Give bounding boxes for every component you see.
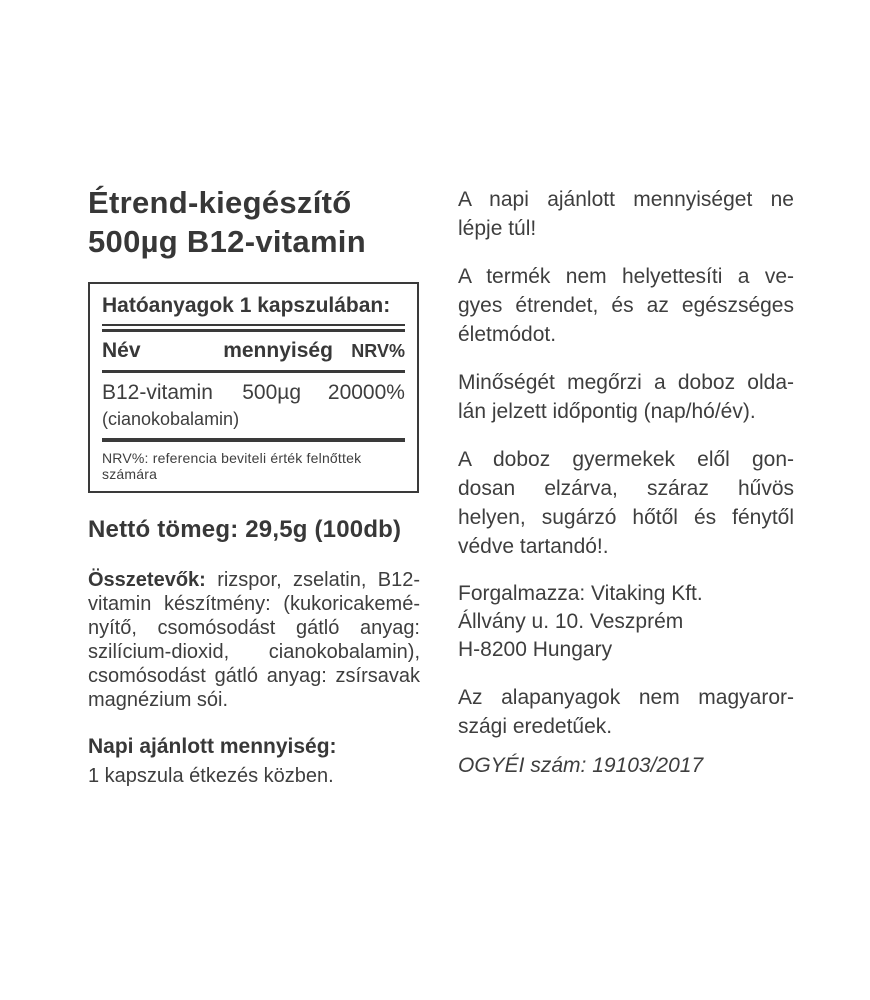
divider-thick: [102, 438, 405, 442]
distributor-info: [458, 580, 794, 664]
ogyei-number: OGYÉI szám: 19103/2017: [458, 754, 704, 777]
ingredient-name: B12-vitamin: [102, 381, 213, 404]
daily-dose-text: 1 kapszula étkezés közben.: [88, 765, 334, 787]
distributor-line: Forgalmazza: Vitaking Kft.: [458, 582, 703, 605]
product-title-line-1: Étrend-kiegészítő: [88, 185, 352, 220]
column-header-amount: mennyiség: [223, 339, 333, 362]
storage-warning: [458, 445, 794, 561]
paragraph-line: A doboz gyermekek elől gon-: [458, 448, 794, 471]
ingredients-line: szilícium-dioxid, cianokobalamin),: [88, 641, 420, 663]
divider: [102, 370, 405, 373]
paragraph-line: védve tartandó!.: [458, 535, 609, 558]
divider-double: [102, 324, 405, 332]
ingredients-line: [88, 568, 420, 592]
distributor-line: Állvány u. 10. Veszprém: [458, 610, 684, 633]
right-column: [458, 185, 794, 779]
daily-dose-heading: Napi ajánlott mennyiség:: [88, 735, 337, 758]
nrv-footnote: NRV%: referencia beviteli érték felnőttek számára: [102, 450, 362, 482]
ingredient-subname: (cianokobalamin): [102, 409, 240, 429]
net-weight: Nettó tömeg: 29,5g (100db): [88, 516, 402, 543]
paragraph-line: Az alapanyagok nem magyaror-: [458, 686, 794, 709]
paragraph-line: gyes étrendet, és az egészséges: [458, 294, 794, 317]
paragraph-line: lán jelzett időpontig (nap/hó/év).: [458, 400, 756, 423]
ingredients-line: vitamin készítmény: (kukoricakemé-: [88, 593, 420, 615]
warning-daily-limit: [458, 185, 794, 243]
paragraph-line: lépje túl!: [458, 217, 537, 240]
left-column: [88, 183, 420, 790]
ingredients-line: magnézium sói.: [88, 689, 229, 711]
paragraph-line: szági eredetűek.: [458, 715, 613, 738]
paragraph-line: A napi ajánlott mennyiséget ne: [458, 188, 794, 211]
warning-varied-diet: [458, 262, 794, 349]
paragraph-line: Minőségét megőrzi a doboz olda-: [458, 371, 794, 394]
column-header-name: Név: [102, 339, 141, 362]
facts-header: Hatóanyagok 1 kapszulában:: [102, 294, 391, 317]
distributor-line: H-8200 Hungary: [458, 638, 613, 661]
quality-expiry-note: [458, 368, 794, 426]
ingredients-paragraph: [88, 568, 420, 712]
paragraph-line: helyen, sugárzó hőtől és fénytől: [458, 506, 794, 529]
ingredients-line: nyítő, csomósodást gátló anyag:: [88, 617, 420, 639]
paragraph-line: dosan elzárva, száraz hűvös: [458, 477, 794, 500]
paragraph-line: életmódot.: [458, 323, 557, 346]
ingredient-amount: 500µg: [242, 381, 302, 404]
facts-data-row: [102, 381, 405, 405]
ingredients-label: Összetevők:: [88, 569, 206, 591]
ingredients-line-text: rizspor, zselatin, B12-: [205, 569, 420, 591]
daily-dose-section: [88, 734, 420, 790]
origin-note: [458, 683, 794, 741]
column-header-nrv: NRV%: [351, 341, 405, 361]
paragraph-line: A termék nem helyettesíti a ve-: [458, 265, 794, 288]
facts-column-headers: [102, 339, 405, 363]
product-title: [88, 183, 420, 261]
supplement-facts-table: [88, 282, 419, 493]
ingredients-line: csomósodást gátló anyag: zsírsavak: [88, 665, 420, 687]
ingredient-nrv: 20000%: [327, 381, 405, 404]
product-title-line-2: 500µg B12-vitamin: [88, 224, 366, 259]
